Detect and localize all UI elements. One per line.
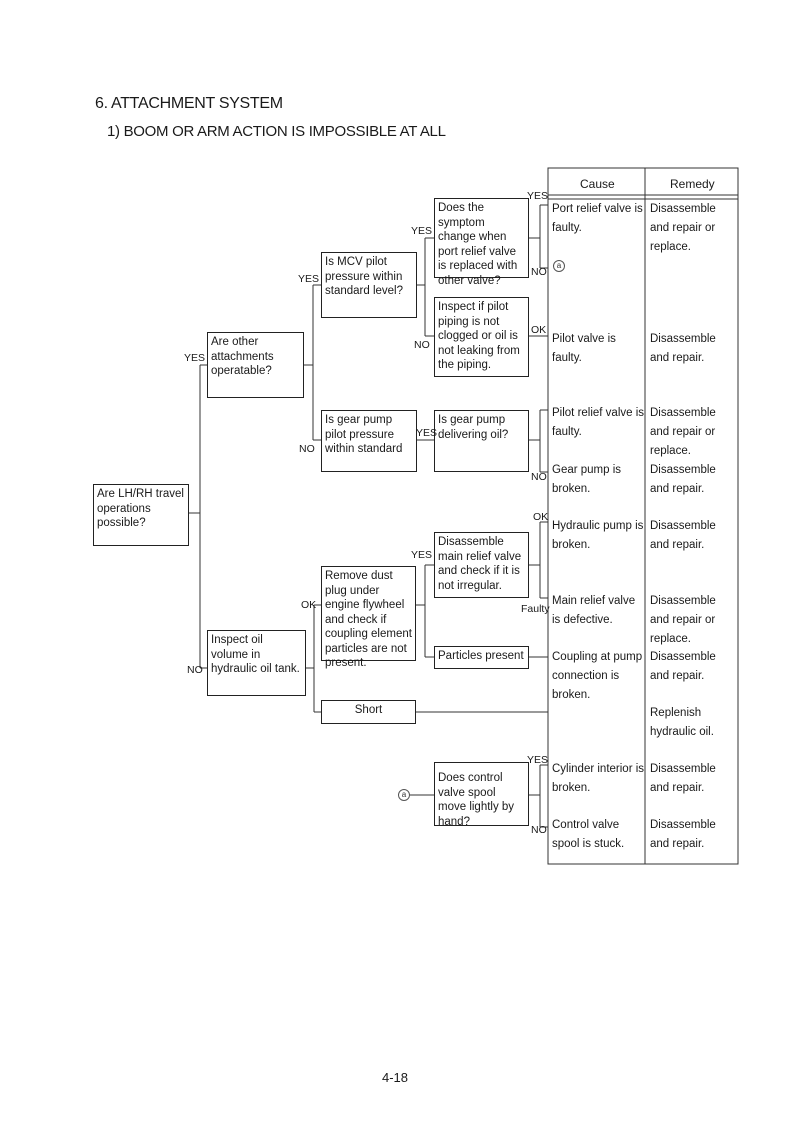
box-disassemble-main-relief: Disassemble main relief valve and check if it is not irregular. <box>434 532 529 598</box>
remedy-cell: Disassemble and repair. <box>650 333 716 364</box>
label-no: NO <box>414 339 430 351</box>
reference-a-marker: a <box>553 260 565 272</box>
remedy-header: Remedy <box>670 177 715 191</box>
remedy-cell: Disassemble and repair or replace. <box>650 595 716 645</box>
remedy-cell: Replenish hydraulic oil. <box>650 707 714 738</box>
remedy-cell: Disassemble and repair or replace. <box>650 203 716 253</box>
cause-cell: Port relief valve is faulty. <box>552 203 643 234</box>
box-other-attachments: Are other attachments operatable? <box>207 332 304 398</box>
cause-cell: Pilot valve is faulty. <box>552 333 616 364</box>
remedy-cell: Disassemble and repair. <box>650 651 716 682</box>
remedy-cell: Disassemble and repair. <box>650 819 716 850</box>
section-title: 6. ATTACHMENT SYSTEM <box>95 95 283 112</box>
label-no: NO <box>299 443 315 455</box>
label-yes: YES <box>298 273 320 285</box>
label-faulty: Faulty <box>521 603 550 615</box>
label-ok: OK <box>531 324 547 336</box>
remedy-cell: Disassemble and repair. <box>650 464 716 495</box>
reference-a-marker: a <box>398 789 410 801</box>
label-yes: YES <box>411 549 433 561</box>
cause-cell: Pilot relief valve is faulty. <box>552 407 645 438</box>
box-short: Short <box>321 700 416 724</box>
remedy-cell: Disassemble and repair or replace. <box>650 407 716 457</box>
box-inspect-oil-volume: Inspect oil volume in hydraulic oil tank. <box>207 630 306 696</box>
remedy-cell: Disassemble and repair. <box>650 520 716 551</box>
label-yes: YES <box>527 190 549 202</box>
label-ok: OK <box>301 599 317 611</box>
cause-cell: Cylinder interior is broken. <box>552 763 645 794</box>
box-gear-pump-pilot-pressure: Is gear pump pilot pressure within standard <box>321 410 417 472</box>
box-particles-present: Particles present <box>434 646 529 669</box>
label-no: NO <box>187 664 203 676</box>
label-yes: YES <box>184 352 206 364</box>
label-no: NO <box>531 266 547 278</box>
label-yes: YES <box>416 427 438 439</box>
box-travel-operations: Are LH/RH travel operations possible? <box>93 484 189 546</box>
cause-cell: Gear pump is broken. <box>552 464 622 495</box>
label-ok: OK <box>533 511 549 523</box>
cause-header: Cause <box>580 177 615 191</box>
box-control-valve-spool: Does control valve spool move lightly by hand? <box>434 762 529 826</box>
label-yes: YES <box>527 754 549 766</box>
box-remove-dust-plug: Remove dust plug under engine flywheel and check if coupling element particles are not present. <box>321 566 416 661</box>
box-pilot-piping: Inspect if pilot piping is not clogged or oil is not leaking from the piping. <box>434 297 529 377</box>
box-gear-pump-delivering: Is gear pump delivering oil? <box>434 410 529 472</box>
remedy-cell: Disassemble and repair. <box>650 763 716 794</box>
box-mcv-pilot-pressure: Is MCV pilot pressure within standard level? <box>321 252 417 318</box>
label-yes: YES <box>411 225 433 237</box>
box-port-relief-question: Does the symptom change when port relief valve is replaced with other valve? <box>434 198 529 278</box>
page-number: 4-18 <box>382 1070 409 1085</box>
cause-cell: Hydraulic pump is broken. <box>552 520 644 551</box>
label-no: NO <box>531 471 547 483</box>
cause-cell: Main relief valve is defective. <box>552 595 636 626</box>
label-no: NO <box>531 824 547 836</box>
cause-cell: Control valve spool is stuck. <box>552 819 625 850</box>
cause-cell: Coupling at pump connection is broken. <box>552 651 643 701</box>
subsection-title: 1) BOOM OR ARM ACTION IS IMPOSSIBLE AT ALL <box>107 123 446 140</box>
